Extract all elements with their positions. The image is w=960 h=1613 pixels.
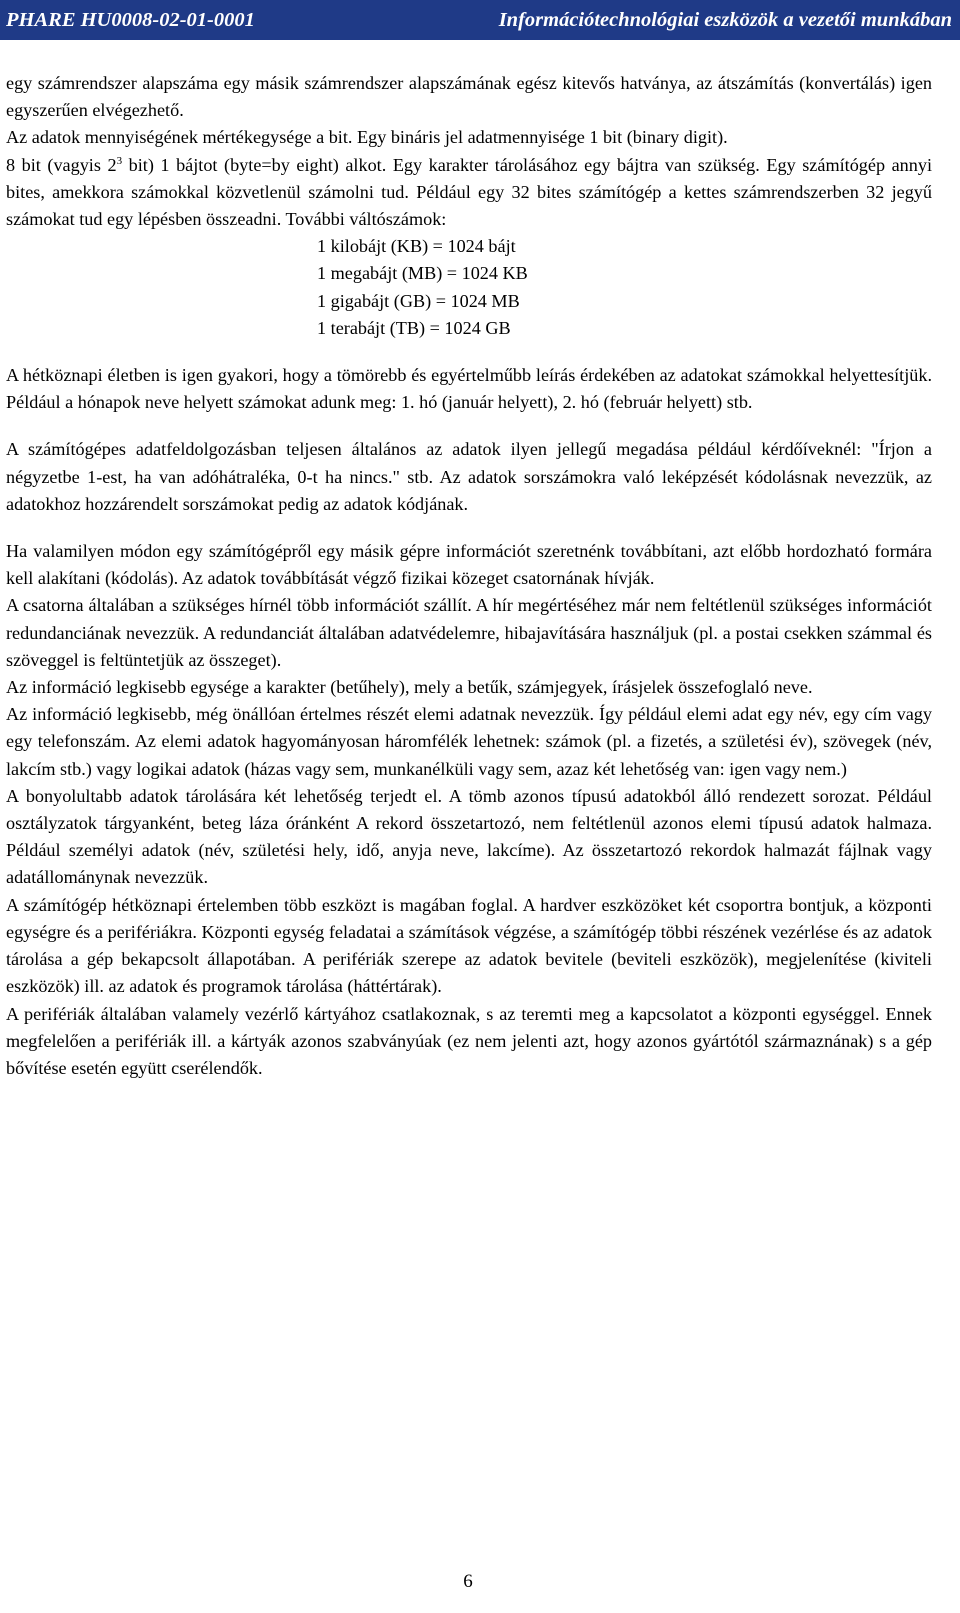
paragraph-byte xyxy=(6,152,932,234)
unit-line-terabyte: 1 terabájt (TB) = 1024 GB xyxy=(317,317,511,338)
paragraph-character: Az információ legkisebb egysége a karakter (betűhely), mely a betűk, számjegyek, írásjelek összefoglaló neve. xyxy=(6,677,813,698)
exponent: 3 xyxy=(116,154,123,167)
page-header xyxy=(0,0,960,40)
paragraph-complex-data: A bonyolultabb adatok tárolására két lehetőség terjedt el. A tömb azonos típusú adatokból álló rendezett sorozat. Például osztályzatok tárgyanként, beteg láza óránként A rekord összetartozó, nem feltétlenül azonos elemi típusú adatok halmaza. Például személyi adatok (név, születési hely, idő, anyja neve, lakcíme). Az összetartozó rekordok halmazát fájlnak vagy adatállománynak nevezzük. xyxy=(6,785,932,888)
paragraph-redundancy: A csatorna általában a szükséges hírnél több információt szállít. A hír megértéséhez már nem feltétlenül szükséges információt redundanciának nevezzük. A redundanciát általában adatvédelemre, hibajavítására használjuk (pl. a postai csekken számmal és szöveggel is feltüntetjük az összeget). xyxy=(6,595,932,670)
unit-line-gigabyte: 1 gigabájt (GB) = 1024 MB xyxy=(317,290,520,311)
header-document-id: PHARE HU0008-02-01-0001 xyxy=(6,9,255,31)
paragraph-coding: A számítógépes adatfeldolgozásban teljesen általános az adatok ilyen jellegű megadása például kérdőíveknél: "Írjon a négyzetbe 1-est, ha van adóhátraléka, 0-t ha nincs." stb. Az adatok sorszámokra való leképzését kódolásnak nevezzük, az adatokhoz hozzárendelt sorszámokat pedig az adatok kódjának. xyxy=(6,439,932,514)
unit-line-megabyte: 1 megabájt (MB) = 1024 KB xyxy=(317,263,528,284)
page-number: 6 xyxy=(463,1571,473,1592)
body-text xyxy=(6,70,932,1082)
paragraph-bit: Az adatok mennyiségének mértékegysége a bit. Egy bináris jel adatmennyisége 1 bit (binary digit). xyxy=(6,127,728,148)
unit-conversion-list xyxy=(6,233,932,342)
paragraph-everyday-numbers: A hétköznapi életben is igen gyakori, hogy a tömörebb és egyértelműbb leírás érdekében az adatokat számokkal helyettesítjük. Például a hónapok neve helyett számokat adunk meg: 1. hó (január helyett), 2. hó (február helyett) stb. xyxy=(6,365,932,413)
byte-text-start: 8 bit (vagyis 2 xyxy=(6,154,117,175)
paragraph-channel: Ha valamilyen módon egy számítógépről egy másik gépre információt szeretnénk továbbítani, azt előbb hordozható formára kell alakítani (kódolás). Az adatok továbbítását végző fizikai közeget csatornának hívják. xyxy=(6,541,932,589)
byte-text-rest: bit) 1 bájtot (byte=by eight) alkot. Egy karakter tárolásához egy bájtra van szükség. Egy számítógép annyi bites, amekkora számokkal közvetlenül számolni tud. Például egy 32 bites számítógép a kettes számrendszerben 32 jegyű számokat tud egy lépésben összeadni. További váltószámok: xyxy=(6,154,932,230)
paragraph-hardware: A számítógép hétköznapi értelemben több eszközt is magában foglal. A hardver eszközöket két csoportra bontjuk, a központi egységre és a perifériákra. Központi egység feladatai a számítások végzése, a számítógép többi részének vezérlése és az adatok tárolása a gép bekapcsolt állapotában. A perifériák szerepe az adatok bevitele (beviteli eszközök), megjelenítése (kiviteli eszközök) ill. az adatok és programok tárolása (háttértárak). xyxy=(6,894,932,997)
paragraph-elementary-data: Az információ legkisebb, még önállóan értelmes részét elemi adatnak nevezzük. Így például elemi adat egy név, egy cím vagy egy telefonszám. Az elemi adatok hagyományosan háromfélék lehetnek: számok (pl. a fizetés, a születési év), szövegek (név, lakcím stb.) vagy logikai adatok (házas vagy sem, munkanélküli vagy sem, azaz két lehetőség van: igen vagy nem.) xyxy=(6,704,932,779)
paragraph-peripherals: A perifériák általában valamely vezérlő kártyához csatlakoznak, s az teremti meg a kapcsolatot a központi egységgel. Ennek megfelelően a perifériák ill. a kártyák azonos szabványúak (ez nem jelenti azt, hogy azonos gyártótól származnának) s a gép bővítése esetén együtt cserélendők. xyxy=(6,1003,932,1078)
header-document-title: Információtechnológiai eszközök a vezetői munkában xyxy=(498,9,952,31)
paragraph-number-systems: egy számrendszer alapszáma egy másik számrendszer alapszámának egész kitevős hatványa, az átszámítás (konvertálás) igen egyszerűen elvégezhető. xyxy=(6,73,932,121)
unit-line-kilobyte: 1 kilobájt (KB) = 1024 bájt xyxy=(317,236,516,257)
